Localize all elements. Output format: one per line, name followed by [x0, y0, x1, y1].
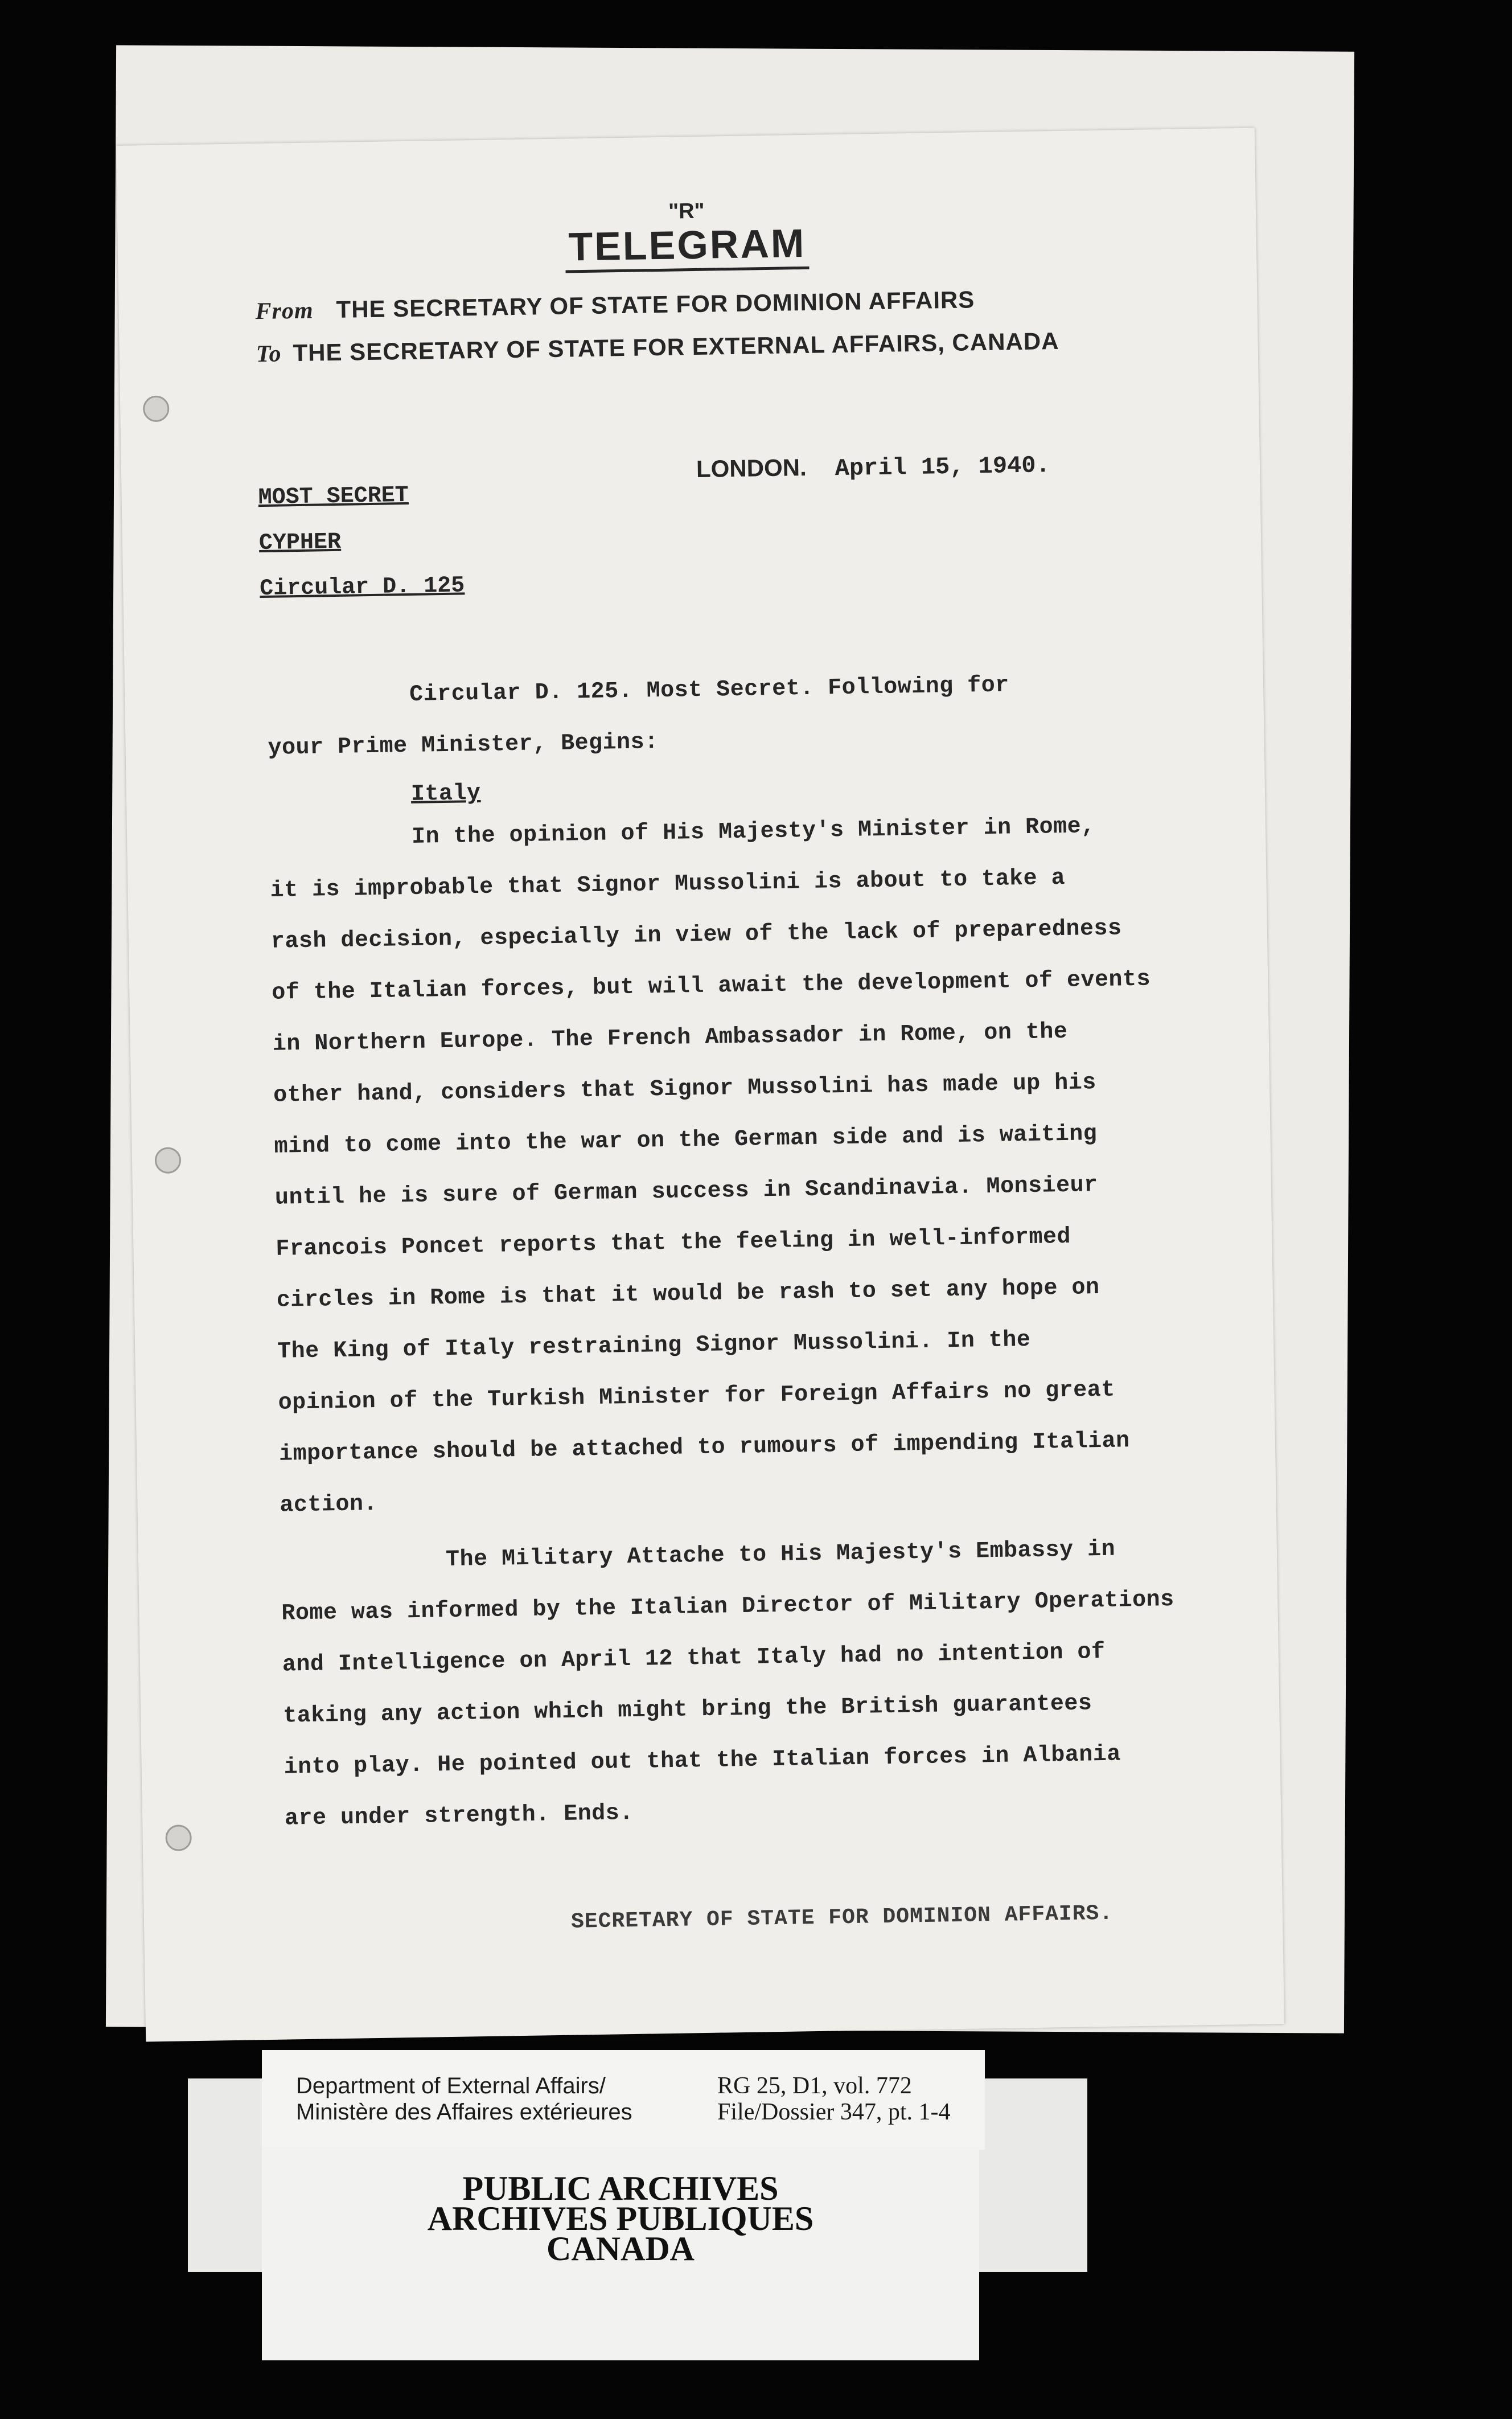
body-line: The King of Italy restraining Signor Mussolini. In the: [277, 1327, 1031, 1365]
punch-hole-middle: [155, 1147, 182, 1174]
classification-mark: "R": [668, 199, 705, 224]
file-reference: File/Dossier 347, pt. 1-4: [717, 2099, 951, 2125]
department-name-fr: Ministère des Affaires extérieures: [296, 2100, 632, 2125]
body-line: taking any action which might bring the British guarantees: [282, 1691, 1092, 1729]
security-classification: MOST SECRET: [258, 482, 409, 511]
body-line: and Intelligence on April 12 that Italy had no intention of: [282, 1639, 1106, 1678]
to-line: [256, 327, 1059, 368]
to-label: To: [256, 341, 282, 368]
transmission-method: CYPHER: [258, 529, 342, 557]
body-line: are under strength. Ends.: [284, 1801, 634, 1832]
department-name-en: Department of External Affairs/: [296, 2073, 606, 2098]
body-line: importance should be attached to rumours of impending Italian: [278, 1428, 1131, 1467]
record-group: RG 25, D1, vol. 772: [717, 2073, 912, 2099]
punch-hole-bottom: [165, 1824, 192, 1851]
telegram-page: [116, 128, 1284, 2041]
body-line: In the opinion of His Majesty's Minister in Rome,: [411, 814, 1096, 850]
body-line: your Prime Minister, Begins:: [268, 729, 659, 761]
dateline: [696, 450, 1050, 485]
body-line: Francois Poncet reports that the feeling in well-informed: [276, 1224, 1071, 1262]
punch-hole-top: [143, 396, 170, 423]
dateline-city: LONDON.: [696, 453, 807, 482]
telegram-title-text: TELEGRAM: [565, 221, 810, 273]
circular-reference: Circular D. 125: [259, 573, 465, 602]
archives-stamp-line3: CANADA: [547, 2230, 695, 2268]
signature: SECRETARY OF STATE FOR DOMINION AFFAIRS.: [570, 1901, 1114, 1934]
from-label: From: [255, 297, 314, 325]
archives-stamp-line2: ARCHIVES PUBLIQUES: [427, 2200, 814, 2237]
body-line: circles in Rome is that it would be rash to set any hope on: [276, 1275, 1100, 1314]
body-line: opinion of the Turkish Minister for Foreign Affairs no great: [278, 1377, 1116, 1416]
body-line: The Military Attache to His Majesty's Embassy in: [445, 1536, 1116, 1573]
from-text: THE SECRETARY OF STATE FOR DOMINION AFFAIRS: [336, 286, 975, 323]
archives-stamp-line1: PUBLIC ARCHIVES: [462, 2170, 779, 2207]
body-line: other hand, considers that Signor Mussolini has made up his: [273, 1070, 1097, 1109]
body-line: it is improbable that Signor Mussolini is about to take a: [270, 865, 1066, 904]
body-line: Rome was informed by the Italian Director of Military Operations: [281, 1587, 1174, 1627]
body-line: mind to come into the war on the German side and is waiting: [274, 1121, 1098, 1160]
body-line: of the Italian forces, but will await the development of events: [272, 966, 1151, 1006]
body-line: action.: [280, 1491, 378, 1519]
body-line: into play. He pointed out that the Italian forces in Albania: [284, 1741, 1121, 1781]
body-line: in Northern Europe. The French Ambassador in Rome, on the: [272, 1019, 1068, 1057]
body-line: rash decision, especially in view of the lack of preparedness: [270, 916, 1122, 955]
section-heading: Italy: [410, 780, 481, 807]
body-line: until he is sure of German success in Scandinavia. Monsieur: [274, 1172, 1098, 1211]
to-text: THE SECRETARY OF STATE FOR EXTERNAL AFFAIRS, CANADA: [293, 327, 1059, 367]
from-line: [255, 286, 975, 325]
dateline-date: April 15, 1940.: [835, 452, 1051, 483]
body-line: Circular D. 125. Most Secret. Following for: [409, 673, 1010, 708]
